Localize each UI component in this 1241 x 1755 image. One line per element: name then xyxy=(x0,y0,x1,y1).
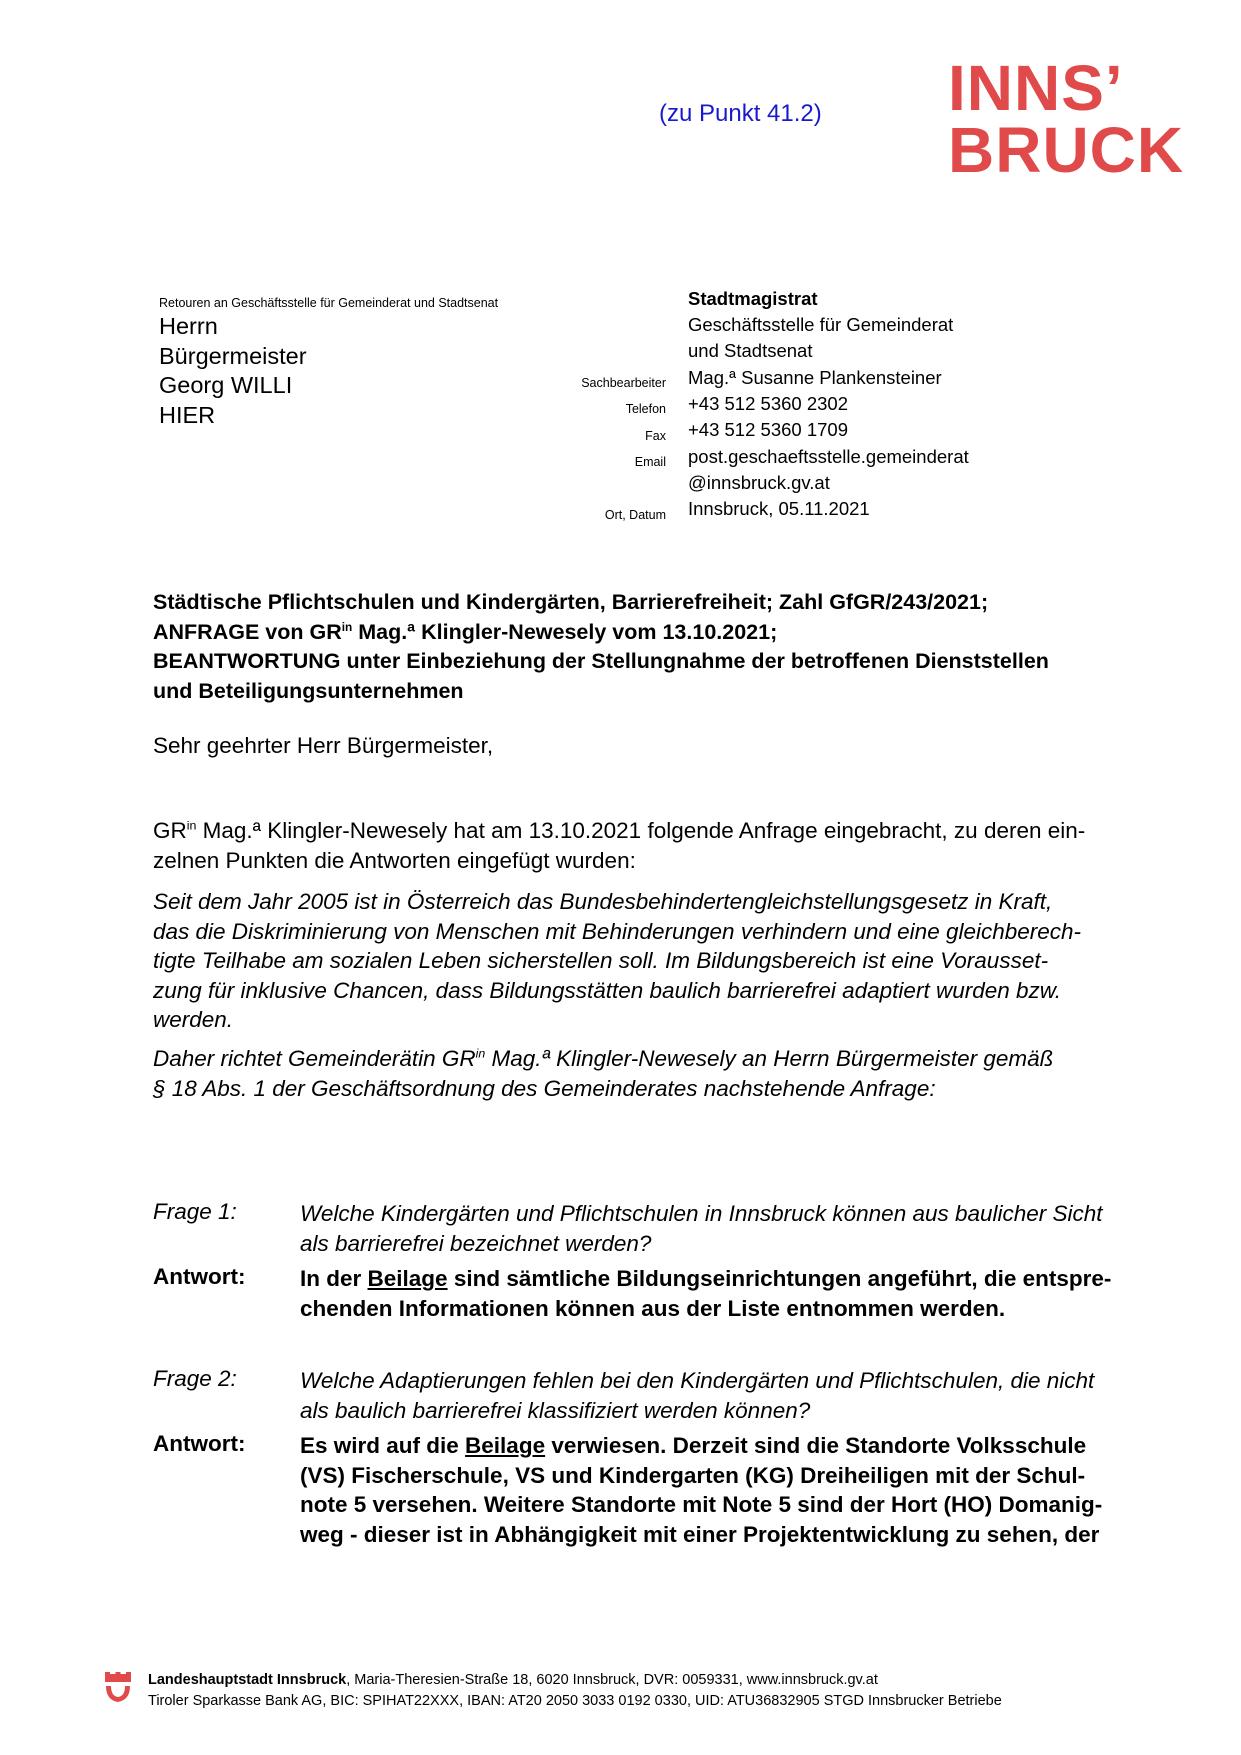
intro-paragraph xyxy=(153,816,1133,875)
quote-line xyxy=(153,1044,1143,1074)
answer-line: (VS) Fischerschule, VS und Kindergarten (KG) Dreiheiligen mit der Schul- xyxy=(300,1462,1086,1488)
fax-value: +43 512 5360 1709 xyxy=(688,419,848,440)
question-text xyxy=(300,1199,1140,1258)
clerk-label: Sachbearbeiter xyxy=(581,376,666,390)
logo-line-1: INNS’ xyxy=(948,52,1124,124)
quote-line: tigte Teilhabe am sozialen Leben sicherstellen soll. Im Bildungsbereich ist eine Vorausset- xyxy=(153,948,1049,973)
answer-line: weg - dieser ist in Abhängigkeit mit einer Projektentwicklung zu sehen, der xyxy=(300,1521,1100,1547)
recipient-address xyxy=(159,312,307,430)
footer-address: , Maria-Theresien-Straße 18, 6020 Innsbruck, DVR: 0059331, www.innsbruck.gv.at xyxy=(346,1672,878,1688)
question-line: als baulich barrierefrei klassifiziert werden können? xyxy=(300,1397,811,1423)
superscript: in xyxy=(341,619,353,634)
intro-line: zelnen Punkten die Antworten eingefügt wurden: xyxy=(153,847,636,873)
email-value-cont: @innsbruck.gv.at xyxy=(688,472,830,493)
recipient-line: Georg WILLI xyxy=(159,372,293,398)
place-date-label: Ort, Datum xyxy=(604,508,666,522)
reference-note: (zu Punkt 41.2) xyxy=(659,100,822,127)
answer-line xyxy=(300,1431,1140,1461)
returns-note: Retouren an Geschäftsstelle für Gemeinderat und Stadtsenat xyxy=(159,296,499,310)
question-line: als barrierefrei bezeichnet werden? xyxy=(300,1230,652,1256)
recipient-line: Herrn xyxy=(159,313,218,339)
place-date-value: Innsbruck, 05.11.2021 xyxy=(688,498,870,519)
inquiry-quote-2 xyxy=(153,1044,1143,1103)
intro-text: GR xyxy=(153,818,187,843)
subject-text: ANFRAGE von GR xyxy=(153,619,342,644)
answer-line: chenden Informationen können aus der Liste entnommen werden. xyxy=(300,1295,1006,1321)
intro-line xyxy=(153,816,1133,846)
subject-text: Mag.ª Klingler-Newesely vom 13.10.2021; xyxy=(352,619,778,644)
salutation: Sehr geehrter Herr Bürgermeister, xyxy=(153,733,494,758)
footer-org: Landeshauptstadt Innsbruck xyxy=(148,1672,347,1688)
subject-block xyxy=(153,588,1133,706)
innsbruck-logo xyxy=(948,52,1188,186)
recipient-line: Bürgermeister xyxy=(159,342,307,369)
answer-label: Antwort: xyxy=(153,1264,246,1289)
inquiry-quote xyxy=(153,887,1143,1035)
email-label: Email xyxy=(634,455,666,469)
question-label: Frage 1: xyxy=(153,1199,237,1224)
answer-line: note 5 versehen. Weitere Standorte mit Note 5 sind der Hort (HO) Domanig- xyxy=(300,1492,1103,1517)
superscript: in xyxy=(475,1046,486,1061)
fax-label: Fax xyxy=(645,429,666,443)
subject-line xyxy=(153,618,1133,648)
office-name: Stadtmagistrat xyxy=(688,288,818,309)
logo-line-2: BRUCK xyxy=(948,114,1185,186)
intro-text: Mag.ª Klingler-Newesely hat am 13.10.2021 folgende Anfrage eingebracht, zu deren ein- xyxy=(196,818,1086,843)
email-value: post.geschaeftsstelle.gemeinderat xyxy=(688,446,969,467)
quote-line: zung für inklusive Chancen, dass Bildungsstätten baulich barrierefrei adaptiert wurden bzw. xyxy=(153,977,1062,1003)
quote-text: Mag.ª Klingler-Newesely an Herrn Bürgermeister gemäß xyxy=(485,1046,1054,1071)
clerk-name: Mag.ª Susanne Plankensteiner xyxy=(688,367,942,388)
subject-line: und Beteiligungsunternehmen xyxy=(153,678,464,703)
quote-text: Daher richtet Gemeinderätin GR xyxy=(153,1046,476,1071)
question-text xyxy=(300,1366,1140,1425)
answer-segment: Es wird auf die xyxy=(300,1433,466,1458)
footer-line xyxy=(148,1670,1002,1691)
question-label: Frage 2: xyxy=(153,1366,237,1391)
answer-text xyxy=(300,1264,1140,1323)
subject-line: Städtische Pflichtschulen und Kindergärten, Barrierefreiheit; Zahl GfGR/243/2021; xyxy=(153,590,989,614)
question-line: Welche Adaptierungen fehlen bei den Kindergärten und Pflichtschulen, die nicht xyxy=(300,1368,1095,1393)
question-line: Welche Kindergärten und Pflichtschulen in Innsbruck können aus baulicher Sicht xyxy=(300,1201,1103,1226)
footer-line: Tiroler Sparkasse Bank AG, BIC: SPIHAT22XXX, IBAN: AT20 2050 3033 0192 0330, UID: ATU36832905 STGD Innsbrucker Betriebe xyxy=(148,1693,1002,1709)
quote-line: Seit dem Jahr 2005 ist in Österreich das Bundesbehindertengleichstellungsgesetz in Kraft, xyxy=(153,889,1053,914)
subject-line: BEANTWORTUNG unter Einbeziehung der Stellungnahme der betroffenen Dienststellen xyxy=(153,649,1049,673)
quote-line: § 18 Abs. 1 der Geschäftsordnung des Gemeinderates nachstehende Anfrage: xyxy=(153,1075,936,1101)
answer-segment: verwiesen. Derzeit sind die Standorte Volksschule xyxy=(545,1433,1087,1458)
answer-segment: In der xyxy=(300,1266,368,1291)
department-line: und Stadtsenat xyxy=(688,340,813,361)
footer xyxy=(148,1670,1002,1712)
attachment-link[interactable]: Beilage xyxy=(465,1433,546,1458)
answer-label: Antwort: xyxy=(153,1431,246,1456)
recipient-line: HIER xyxy=(159,401,216,428)
phone-label: Telefon xyxy=(625,402,666,416)
city-coat-of-arms-icon xyxy=(104,1672,132,1708)
answer-text xyxy=(300,1431,1140,1549)
phone-value: +43 512 5360 2302 xyxy=(688,393,848,414)
quote-line: das die Diskriminierung von Menschen mit Behinderungen verhindern und eine gleichberech- xyxy=(153,918,1082,944)
answer-segment: sind sämtliche Bildungseinrichtungen angeführt, die entspre- xyxy=(447,1266,1112,1291)
quote-line: werden. xyxy=(153,1007,234,1032)
department-line: Geschäftsstelle für Gemeinderat xyxy=(688,314,954,335)
answer-line xyxy=(300,1264,1140,1294)
superscript: in xyxy=(186,818,197,833)
attachment-link[interactable]: Beilage xyxy=(367,1266,448,1291)
